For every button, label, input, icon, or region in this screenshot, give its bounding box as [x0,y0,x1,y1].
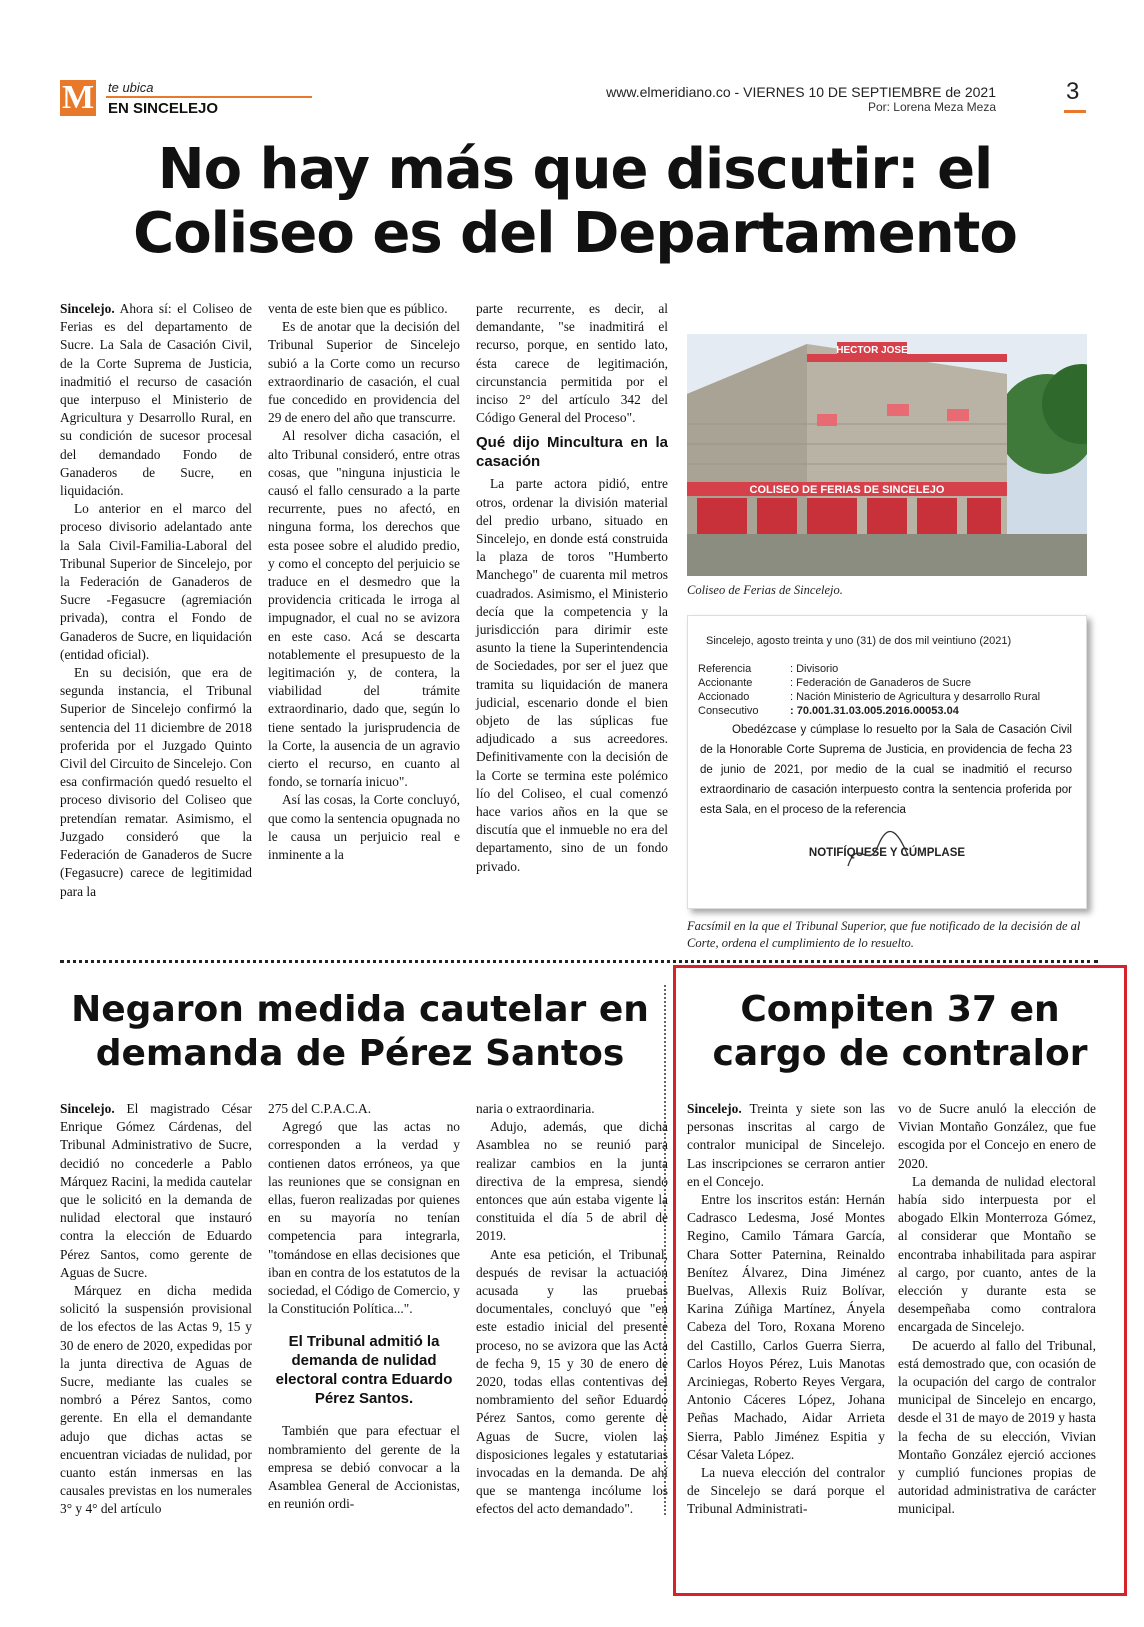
facsimile-field-key: Accionado [698,691,750,703]
facsimile-field [698,704,1078,718]
article1-col3-text-b: La parte actora pidió, entre otros, ordenar la división material del predio urbano, situado en Sincelejo, en donde está construida la plaza de toros "Humberto Manchego" de cuarenta mil metros cuadrados. Asimismo, el Ministerio decía que la competencia y la jurisdicción para dirimir este asunto la tiene la Superintendencia de Sociedades, por ser el juez que tramita su liquidación de manera judicial, escenario donde el bien objeto de las súplicas fue adjudicado a sus acreedores. Definitivamente con la decisión de la Corte se termina este polémico lío del Coliseo, el cual comenzó hace varios años en la que se discutía que el inmueble no era del departamento, sino de un fondo privado. [476,476,668,874]
article1-col2-paragraph: Al resolver dicha casación, el alto Tribunal consideró, entre otras cosas, que "ninguna injusticia le causó el fallo censurado a la parte recurrente, pues no afectó, en ninguna forma, los derechos que esta posee sobre el aludido predio, y como el concepto del perjuicio se traduce en el desmedro que la providencia criticada le irroga al impugnador, el cual no se avizora en este caso. Acá se descarta notablemente el presupuesto de la legitimación y, de contera, la viabilidad del trámite extraordinario, dado que, según lo tiene sentado la jurisprudencia de la Corte, la ausencia de un agravio cierto el recurso, en cuanto al fondo, se tornaría inicuo". [268,428,460,790]
section-tag: te ubica [108,80,154,95]
article1-col1-text: Ahora sí: el Coliseo de Ferias es del departamento de Sucre. La Sala de Casación Civil, de la Corte Suprema de Justicia, inadmitió el recurso de casación que interpuso el Ministerio de Agricultura y Desarrollo Rural, en su condición de sucesor procesal del demandado Fondo de Ganaderos de Sucre, en liquidación. [60,301,252,499]
article1-column1 [60,300,252,901]
facsimile-field [698,690,1078,704]
article2-col3-p3: Ante esa petición, el Tribunal, después de revisar la actuación acusada y las pruebas documentales, concluyó que "en este estadio inicial del presente proceso, no se avizora que las Acta de fecha 9, 15 y 30 de enero de 2020, todas ellas contentivas del nombramiento del señor Eduardo Pérez Santos, como gerente de Aguas de Sucre, violen las disposiciones legales y estatutarias invocadas en la demanda. De ahí que se mantenga incólume los efectos del acto demandado". [476,1246,668,1517]
article2-column3 [476,1100,668,1519]
article3-headline-line1: Compiten 37 en [740,989,1060,1030]
article3-column2 [898,1100,1096,1519]
article1-dateline: Sincelejo. [60,301,115,316]
article1-col1-text: Lo anterior en el marco del proceso divisorio adelantado ante la Sala Civil-Familia-Laboral del Tribunal Superior de Sincelejo, por la Federación de Ganaderos de Sucre -Fegasucre (agremiación privada), contra el Fondo de Ganaderos de Sucre, en liquidación (entidad oficial). [60,501,252,662]
section-divider [60,960,1098,963]
facsimile-closing: NOTIFÍQUESE Y CÚMPLASE [808,847,966,859]
section-name: EN SINCELEJO [108,100,219,117]
facsimile-field [698,676,1078,690]
photo-caption: Coliseo de Ferias de Sincelejo. [687,583,843,597]
article3-col2-p2: La demanda de nulidad electoral había sido interpuesta por el abogado Elkin Monterroza Gómez, al considerar que Montaño se encontraba inhabilitada para aspirar al cargo, por cuanto, antes de la elección y durante esta se desempeñaba como contralora encargada de Sincelejo. [898,1173,1096,1335]
facsimile-field-key: Accionante [698,677,753,689]
signature-scribble [838,826,918,876]
facsimile-date: Sincelejo, agosto treinta y uno (31) de dos mil veintiuno (2021) [706,635,1012,647]
article2-headline [60,988,660,1076]
facsimile-field-key: Consecutivo [698,705,759,717]
article2-col2-p2: Agregó que las actas no corresponden a la verdad y contienen datos erróneos, ya que las reuniones que se consignan en ellas, fueron realizadas por quienes en su mayoría no tenían competencia para integrarla, "tomándose en ellas decisiones que iban en contra de los estatutos de la sociedad, el Código de Comercio, y la Constitución Política...". [268,1119,460,1317]
article2-dateline: Sincelejo. [60,1101,115,1116]
article2-headline-line2: demanda de Pérez Santos [95,1033,625,1074]
facsimile-document [687,615,1087,909]
main-headline [60,138,1090,266]
facsimile-field [698,662,1078,676]
facsimile-field-key: Referencia [698,663,752,675]
article1-col3-text-a: parte recurrente, es decir, al demandante, "se inadmitirá el recurso, porque, en sentido lato, ésta carece de legitimación, circunstancia permitida por el inciso 2° del artículo 342 del Código General del Proceso". [476,301,668,426]
article2-col2-p3: También que para efectuar el nombramiento del gerente de la empresa se debió convocar a la Asamblea General de Accionistas, en reunión ordi- [268,1423,460,1512]
article2-headline-line1: Negaron medida cautelar en [71,989,649,1030]
site-date: www.elmeridiano.co - VIERNES 10 DE SEPTIEMBRE de 2021 [606,84,996,100]
article1-col1-paragraph [60,664,252,901]
article2-col1-p2: Márquez en dicha medida solicitó la suspensión provisional de los efectos de las Actas 9, 15 y 30 de enero de 2020, expedidas por la junta directiva de Aguas de Sucre, mediante las cuales se nombró a Pérez Santos, como gerente. En ella el demandante adujo que dichas actas se encuentran viciadas de nulidad, por cuanto están inmersas en las causales previstas en los numerales 3° y 4° del artículo [60,1283,252,1517]
facsimile-field-value: : 70.001.31.03.005.2016.00053.04 [790,705,959,717]
article3-col1-p1-text: Treinta y siete son las personas inscritas al cargo de contralor municipal de Sincelejo. Las inscripciones se cerraron antier en el Concejo. [687,1101,885,1189]
article1-column2 [268,300,460,864]
author-byline: Por: Lorena Meza Meza [867,100,996,114]
section-rule [106,96,312,98]
article1-subhead: Qué dijo Mincultura en la casación [476,434,668,471]
main-headline-line1: No hay más que discutir: el [157,137,993,202]
article3-col1-p2: Entre los inscritos están: Hernán Cadrasco Ledesma, José Montes Regino, Camilo Támara García, Chara Sotter Paternina, Reinaldo Benítez Álvarez, Dina Jiménez Buelvas, Allexis Ruiz Bolívar, Karina Zúñiga Martínez, Ányela Cabeza del Toro, Roxana Moreno del Castillo, Carlos Guerra Sierra, Carlos Hoyos Pérez, Luis Manotas Arciniegas, Roberto Reyes Vergara, Antonio Cáceres López, Johana Peñas Machado, Aidar Arrieta Sierra, Pablo Jiménez Espitia y César Valeta López. [687,1192,885,1462]
article1-col1-paragraph [60,300,252,500]
article2-col3-p2: Adujo, además, que dicha Asamblea no se reunió para realizar cambios en la junta directiva de la empresa, siendo entonces que aún estaba vigente la constituida el día 5 de abril de 2019. [476,1119,668,1244]
article1-col2-paragraph: Así las cosas, la Corte concluyó, que como la sentencia opugnada no le causa un perjuicio real e inminente a la [268,792,460,863]
page-number: 3 [1066,78,1080,105]
main-headline-line2: Coliseo es del Departamento [133,201,1017,266]
article2-column1 [60,1100,252,1519]
article3-column1 [687,1100,885,1519]
photo-sign-facade: COLISEO DE FERIAS DE SINCELEJO [749,484,945,496]
article3-dateline: Sincelejo. [687,1101,742,1116]
article3-col2-p1: vo de Sucre anuló la elección de Vivian Montaño González, que fue escogida por el Concejo en enero de 2020. [898,1101,1096,1171]
article1-column3 [476,300,668,876]
article2-subhead: El Tribunal admitió la demanda de nulidad electoral contra Eduardo Pérez Santos. [275,1333,453,1408]
facsimile-field-value: : Divisorio [790,663,839,675]
article2-col2-p1: 275 del C.P.A.C.A. [268,1101,372,1116]
photo-sign-top: HECTOR JOSE [836,345,908,356]
facsimile-body: Obedézcase y cúmplase lo resuelto por la Sala de Casación Civil de la Honorable Corte Suprema de Justicia, en providencia de fecha 23 de junio de 2021, por medio de la cual se inadmitió el recurso extraordinario de casación interpuesto contra la sentencia proferida por esta Sala, en el proceso de la referencia [700,724,1072,816]
article3-headline-line2: cargo de contralor [712,1033,1088,1074]
article1-col1-paragraph [60,500,252,664]
newspaper-logo: M [61,79,95,116]
facsimile-fields [698,662,1078,718]
facsimile-caption: Facsímil en la que el Tribunal Superior, que fue notificado de la decisión de al Corte, ordena el cumplimiento de lo resuelto. [687,919,1081,950]
facsimile-field-value: : Nación Ministerio de Agricultura y desarrollo Rural [790,691,1041,703]
article2-column2 [268,1100,460,1513]
coliseum-illustration [687,334,1087,576]
article1-col1-text: En su decisión, que era de segunda instancia, el Tribunal Superior de Sincelejo confirmó la sentencia del 11 diciembre de 2018 proferida por el Juzgado Quinto Civil del Circuito de Sincelejo. Con esa confirmación quedó resuelto el proceso divisorio del Coliseo que pretendían rematar. Asimismo, el Juzgado consideró que la Federación de Ganaderos de Sucre (Fegasucre) carece de legitimidad para la [60,665,252,899]
article1-col2-paragraph: venta de este bien que es público. [268,301,448,316]
article3-col2-p3: De acuerdo al fallo del Tribunal, está demostrado que, con ocasión de la ocupación del cargo de contralor municipal de Sincelejo en encargo, desde el 31 de mayo de 2019 y hasta la fecha de su elección, Vivian Montaño González ejerció acciones y cumplió funciones propias de autoridad administrativa de carácter municipal. [898,1337,1096,1517]
article3-col1-p1 [687,1100,885,1191]
facsimile-field-value: : Federación de Ganaderos de Sucre [790,677,972,689]
article2-col1-p1-text: El magistrado César Enrique Gómez Cárdenas, del Tribunal Administrativo de Sucre, decidió no concederle a Pablo Márquez Racini, la medida cautelar que le solicitó en la demanda de nulidad electoral que instauró contra la elección de Eduardo Pérez Santos, como gerente de Aguas de Sucre. [60,1101,252,1280]
coliseum-photo [687,334,1087,576]
article3-headline [680,988,1120,1076]
page-number-rule [1064,110,1086,113]
article3-col1-p3: La nueva elección del contralor de Sincelejo se dará porque el Tribunal Administrati- [687,1465,885,1517]
article2-col1-p1 [60,1100,252,1282]
article1-col2-paragraph: Es de anotar que la decisión del Tribunal Superior de Sincelejo subió a la Corte como un recurso extraordinario de casación, el cual fue concedido en providencia del 29 de enero del año que transcurre. [268,319,460,426]
article2-col3-p1: naria o extraordinaria. [476,1101,595,1116]
